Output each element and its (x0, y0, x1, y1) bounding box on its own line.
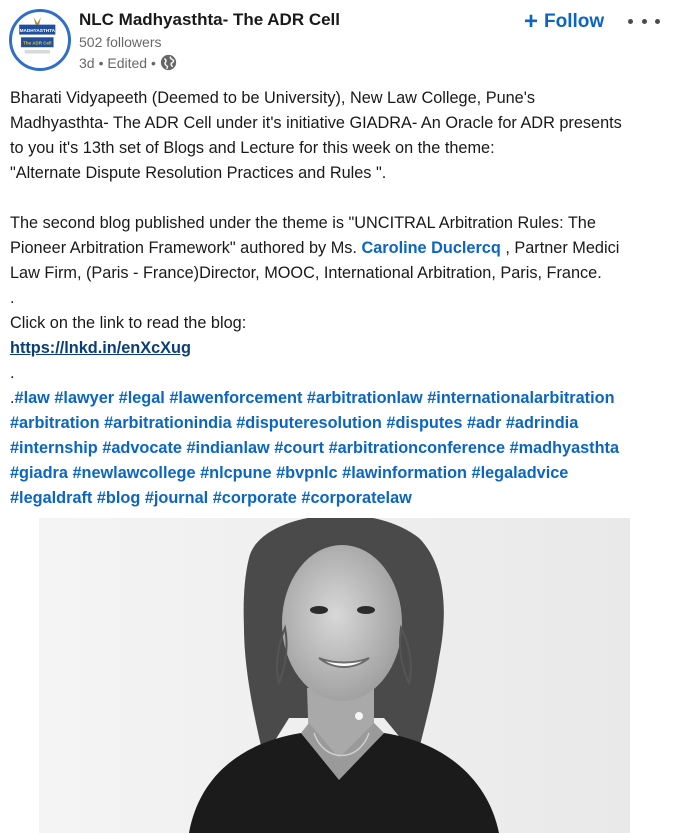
hashtag-link[interactable]: #adrindia (505, 414, 579, 432)
hashtag-link[interactable]: #internationalarbitration (427, 389, 615, 407)
hashtag-line (10, 461, 670, 486)
portrait-photo (39, 518, 630, 833)
text-line: Law Firm, (Paris - France)Director, MOOC, International Arbitration, Paris, France. (10, 264, 602, 282)
hashtag-line (10, 411, 670, 436)
logo-bottom-text: The ADR Cell (23, 40, 52, 46)
hashtag-link[interactable]: #giadra (10, 464, 68, 482)
hashtag-link[interactable]: #arbitrationlaw (306, 389, 423, 407)
hashtag-link[interactable]: #lawyer (54, 389, 115, 407)
hashtag-link[interactable]: #newlawcollege (72, 464, 196, 482)
company-name[interactable]: NLC Madhyasthta- The ADR Cell (79, 10, 341, 29)
ellipsis-dot (628, 19, 633, 24)
text-line: Click on the link to read the blog: (10, 314, 247, 332)
hashtag-link[interactable]: #bvpnlc (276, 464, 338, 482)
hashtag-link[interactable]: #blog (96, 489, 141, 507)
ellipsis-icon[interactable] (628, 12, 660, 30)
hashtag-link[interactable]: #disputeresolution (236, 414, 382, 432)
logo-top-text: MADHYASTHTA (19, 27, 56, 33)
hashtag-line (10, 436, 670, 461)
hashtag-link[interactable]: #madhyasthta (509, 439, 620, 457)
ellipsis-dot (655, 19, 660, 24)
logo-emblem (12, 12, 68, 68)
text-segment: , Partner Medici (500, 239, 620, 257)
hashtag-link[interactable]: #journal (144, 489, 209, 507)
follower-count: 502 followers (79, 34, 162, 50)
hashtag-link[interactable]: #lawinformation (342, 464, 467, 482)
plus-icon: + (524, 8, 539, 35)
text-line: to you it's 13th set of Blogs and Lecture for this week on the theme: (10, 139, 495, 157)
hashtag-link[interactable]: #arbitrationconference (328, 439, 505, 457)
text-segment: Pioneer Arbitration Framework" authored by Ms. (10, 239, 362, 257)
globe-icon (160, 54, 177, 71)
post-time: 3d (79, 54, 95, 71)
dot-line: . (10, 364, 15, 382)
text-line: Madhyasthta- The ADR Cell under it's initiative GIADRA- An Oracle for ADR presents (10, 114, 622, 132)
author-mention-link[interactable]: Caroline Duclercq (361, 239, 501, 257)
hashtag-link[interactable]: #indianlaw (186, 439, 270, 457)
hashtag-link[interactable]: #court (274, 439, 325, 457)
post-commentary (10, 86, 670, 511)
link-line (10, 336, 670, 361)
post-image[interactable] (39, 518, 630, 833)
hashtag-link[interactable]: #advocate (102, 439, 182, 457)
hashtag-link[interactable]: #arbitrationindia (104, 414, 232, 432)
hashtag-link[interactable]: #nlcpune (200, 464, 272, 482)
hashtag-prefix: . (10, 389, 15, 407)
text-line: The second blog published under the theme is "UNCITRAL Arbitration Rules: The (10, 214, 596, 232)
hashtag-link[interactable]: #disputes (386, 414, 463, 432)
post-meta (79, 54, 177, 71)
dot-line: . (10, 289, 15, 307)
hashtag-link[interactable]: #internship (10, 439, 98, 457)
hashtag-link[interactable]: #corporate (212, 489, 297, 507)
text-line: "Alternate Dispute Resolution Practices and Rules ". (10, 164, 387, 182)
follow-button[interactable] (524, 8, 604, 36)
edited-label: • Edited • (98, 54, 156, 71)
hashtag-link[interactable]: #legal (118, 389, 165, 407)
ellipsis-dot (642, 19, 647, 24)
hashtag-link[interactable]: #lawenforcement (169, 389, 303, 407)
hashtag-link[interactable]: #arbitration (10, 414, 100, 432)
company-logo-avatar[interactable] (9, 9, 71, 71)
hashtag-link[interactable]: #adr (466, 414, 502, 432)
hashtag-line (10, 486, 670, 511)
blog-link[interactable]: https://lnkd.in/enXcXug (10, 339, 191, 357)
hashtag-line (10, 386, 670, 411)
hashtag-link[interactable]: #legaldraft (10, 489, 93, 507)
text-line (10, 236, 670, 261)
hashtag-link[interactable]: #law (14, 389, 50, 407)
paragraph-gap (10, 186, 670, 211)
hashtag-link[interactable]: #legaladvice (471, 464, 569, 482)
hashtag-block (10, 386, 670, 511)
follow-label: Follow (544, 11, 605, 32)
text-line: Bharati Vidyapeeth (Deemed to be University), New Law College, Pune's (10, 89, 535, 107)
hashtag-link[interactable]: #corporatelaw (301, 489, 412, 507)
